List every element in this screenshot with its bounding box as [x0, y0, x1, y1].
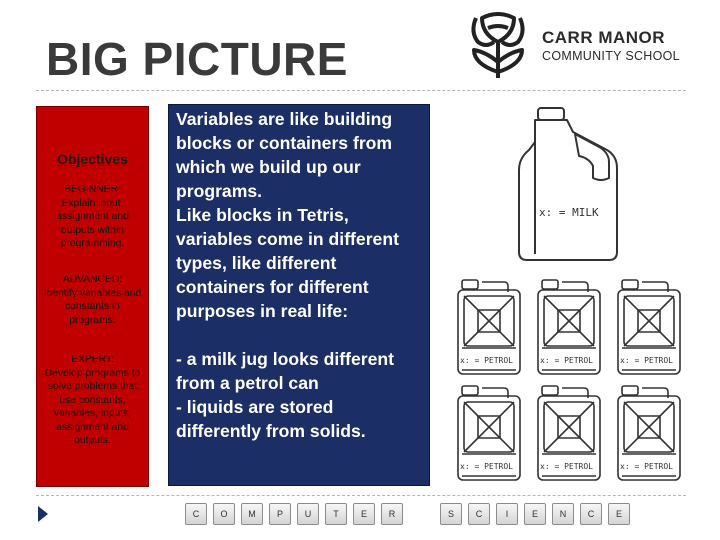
letter-tile: U	[297, 503, 319, 525]
letter-tile: C	[185, 503, 207, 525]
flower-logo-icon	[466, 12, 530, 80]
petrol-can-icon	[454, 278, 524, 378]
computer-tiles	[185, 503, 403, 525]
petrol-label: x: = PETROL	[540, 462, 593, 471]
objective-advanced	[41, 273, 144, 327]
letter-tile: I	[496, 503, 518, 525]
petrol-can-icon	[614, 278, 684, 378]
letter-tile: N	[552, 503, 574, 525]
petrol-label: x: = PETROL	[620, 462, 673, 471]
milk-label: x: = MILK	[539, 206, 599, 219]
letter-tile: R	[381, 503, 403, 525]
letter-tile: C	[468, 503, 490, 525]
info-bullet-1: - a milk jug looks different from a petrol can	[176, 349, 394, 393]
letter-tile: E	[353, 503, 375, 525]
info-paragraph-1: Variables are like building blocks or containers from which we build up our programs.	[176, 109, 393, 201]
objective-beginner-level: BEGINNER:	[64, 184, 121, 195]
letter-tile: E	[524, 503, 546, 525]
petrol-label: x: = PETROL	[460, 356, 513, 365]
objectives-heading: Objectives	[57, 151, 128, 167]
objective-advanced-text: Identify variables and constants in programs.	[43, 287, 142, 326]
petrol-can-icon	[614, 384, 684, 484]
variables-explanation-box	[168, 104, 430, 486]
school-logo	[466, 12, 686, 84]
letter-tile: P	[269, 503, 291, 525]
science-tiles	[440, 503, 630, 525]
petrol-can-icon	[454, 384, 524, 484]
letter-tile: O	[213, 503, 235, 525]
petrol-label: x: = PETROL	[620, 356, 673, 365]
petrol-can-icon	[534, 384, 604, 484]
petrol-label: x: = PETROL	[460, 462, 513, 471]
objective-advanced-level: ADVANCED:	[62, 274, 123, 285]
milk-jug-icon	[513, 104, 623, 264]
petrol-can-icon	[534, 278, 604, 378]
objective-beginner-text: Explain input, assignment and outputs within programming.	[56, 197, 129, 249]
objective-expert-level: EXPERT:	[71, 354, 114, 365]
top-divider	[36, 90, 686, 91]
slide-title: BIG PICTURE	[46, 33, 348, 85]
letter-tile: M	[241, 503, 263, 525]
play-arrow-icon	[37, 505, 49, 523]
letter-tile: C	[580, 503, 602, 525]
info-bullet-2: - liquids are stored differently from solids.	[176, 397, 366, 441]
letter-tile: E	[608, 503, 630, 525]
letter-tile: S	[440, 503, 462, 525]
bottom-divider	[36, 495, 686, 496]
objectives-panel	[36, 106, 149, 487]
petrol-label: x: = PETROL	[540, 356, 593, 365]
logo-line-2: COMMUNITY SCHOOL	[542, 49, 680, 63]
info-paragraph-2: Like blocks in Tetris, variables come in different types, like different containers for different purposes in real life:	[176, 205, 399, 321]
objective-expert	[41, 353, 144, 448]
objective-beginner	[41, 183, 144, 251]
logo-line-1: CARR MANOR	[542, 28, 666, 47]
objective-expert-text: Develop programs to solve problems that use constants, variables, inputs, assignment and outputs.	[44, 367, 141, 446]
letter-tile: T	[325, 503, 347, 525]
